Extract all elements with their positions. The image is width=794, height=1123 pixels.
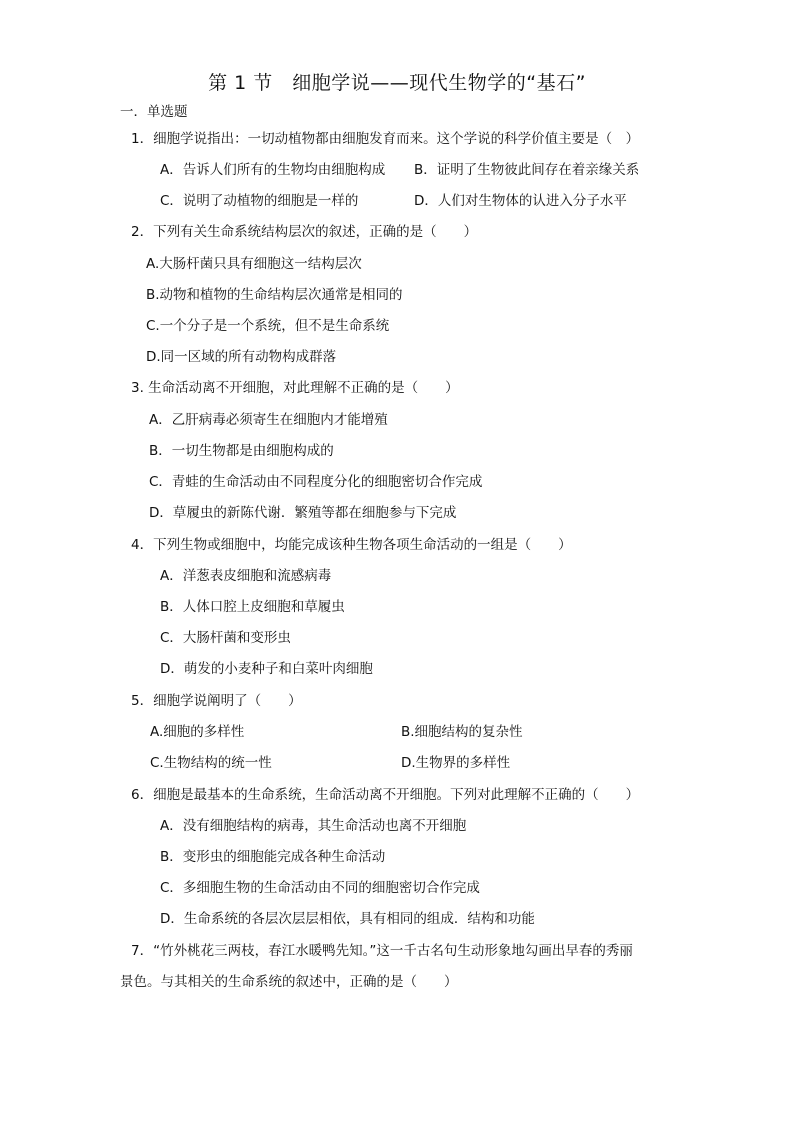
question-3-option-b: B．一切生物都是由细胞构成的 [149,443,334,459]
question-4-option-b: B．人体口腔上皮细胞和草履虫 [160,599,345,615]
question-6-option-c: C．多细胞生物的生命活动由不同的细胞密切合作完成 [160,880,480,896]
question-3-option-a: A．乙肝病毒必须寄生在细胞内才能增殖 [149,412,388,428]
question-4-option-d: D．萌发的小麦种子和白菜叶肉细胞 [160,661,373,677]
question-3-option-c: C．青蛙的生命活动由不同程度分化的细胞密切合作完成 [149,474,483,490]
question-1-stem: 1．细胞学说指出：一切动植物都由细胞发育而来。这个学说的科学价值主要是（ ） [131,131,640,147]
question-2-option-c: C.一个分子是一个系统，但不是生命系统 [146,318,390,334]
question-6-option-d: D．生命系统的各层次层层相依，具有相同的组成．结构和功能 [160,911,535,927]
question-4-option-a: A．洋葱表皮细胞和流感病毒 [160,568,332,584]
question-5-option-c: C.生物结构的统一性 [150,755,272,771]
question-3-option-d: D．草履虫的新陈代谢．繁殖等都在细胞参与下完成 [149,505,457,521]
question-3-stem: 3. 生命活动离不开细胞，对此理解不正确的是（ ） [131,380,459,396]
question-1-option-d: D．人们对生物体的认进入分子水平 [414,193,627,209]
question-6-option-b: B．变形虫的细胞能完成各种生命活动 [160,849,386,865]
question-1-option-b: B．证明了生物彼此间存在着亲缘关系 [414,162,640,178]
question-1-option-c: C．说明了动植物的细胞是一样的 [160,193,359,209]
question-2-stem: 2．下列有关生命系统结构层次的叙述，正确的是（ ） [131,224,478,240]
question-2-option-d: D.同一区域的所有动物构成群落 [146,349,337,365]
question-4-option-c: C．大肠杆菌和变形虫 [160,630,291,646]
question-5-option-d: D.生物界的多样性 [401,755,511,771]
question-5-stem: 5．细胞学说阐明了（ ） [131,693,302,709]
question-5-option-b: B.细胞结构的复杂性 [401,724,523,740]
question-7-stem-line-2: 景色。与其相关的生命系统的叙述中，正确的是（ ） [120,974,458,990]
question-2-option-b: B.动物和植物的生命结构层次通常是相同的 [146,287,403,303]
section-heading: 一．单选题 [120,104,188,120]
question-6-option-a: A．没有细胞结构的病毒，其生命活动也离不开细胞 [160,818,467,834]
question-1-option-a: A．告诉人们所有的生物均由细胞构成 [160,162,386,178]
question-2-option-a: A.大肠杆菌只具有细胞这一结构层次 [146,256,362,272]
question-5-option-a: A.细胞的多样性 [150,724,245,740]
question-4-stem: 4．下列生物或细胞中，均能完成该种生物各项生命活动的一组是（ ） [131,537,572,553]
question-7-stem-line-1: 7．“竹外桃花三两枝，春江水暖鸭先知。”这一千古名句生动形象地勾画出早春的秀丽 [131,943,633,959]
page-title: 第 1 节 细胞学说——现代生物学的“基石” [208,72,586,94]
question-6-stem: 6．细胞是最基本的生命系统，生命活动离不开细胞。下列对此理解不正确的（ ） [131,787,640,803]
